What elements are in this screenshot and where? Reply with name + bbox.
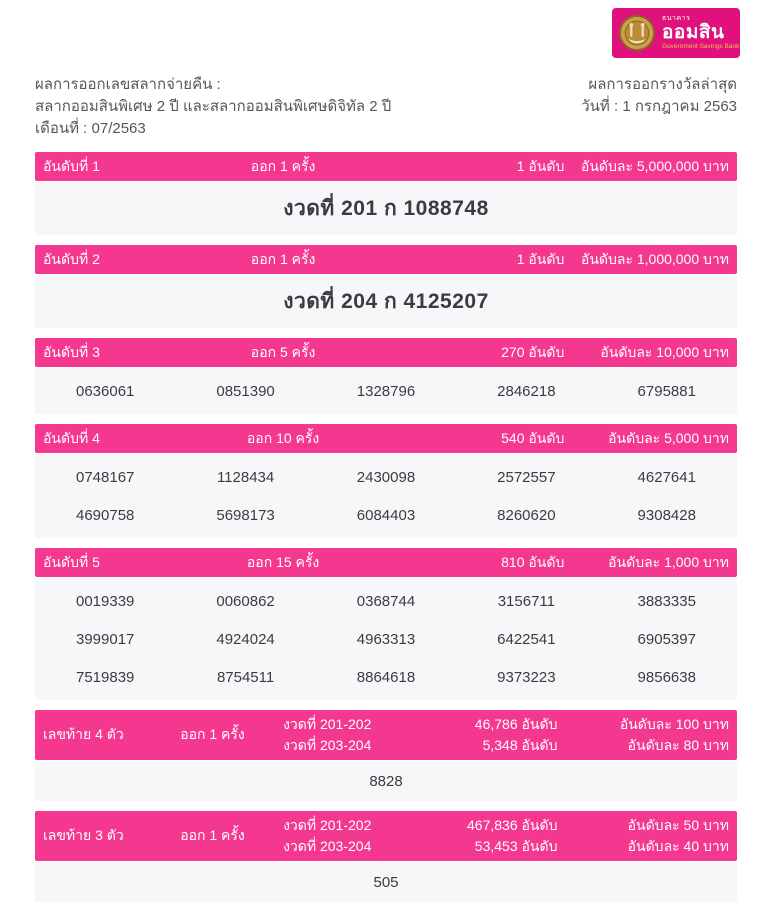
winning-number: 8864618	[356, 668, 416, 686]
prize-section	[35, 811, 737, 902]
prize-amount-label: อันดับละ 5,000,000 บาท	[580, 157, 729, 174]
winning-number: 4690758	[75, 506, 135, 524]
results-header	[35, 74, 737, 140]
winning-numbers-row	[35, 372, 737, 410]
logo-bank-word: ธนาคาร	[662, 15, 691, 23]
tail-count-line: 46,786 อันดับ	[474, 716, 558, 732]
winning-numbers-row	[35, 458, 737, 496]
winning-number: 4627641	[637, 468, 696, 486]
logo-bank-name-en: Government Savings Bank	[662, 43, 740, 51]
count-label: 1 อันดับ	[516, 157, 565, 174]
winning-number: 2846218	[497, 382, 556, 400]
grand-winning-number: งวดที่ 201 ก 1088748	[35, 182, 737, 235]
draws-label: ออก 10 ครั้ง	[246, 429, 320, 446]
section-header-bar	[35, 245, 737, 274]
tail-period-line: งวดที่ 201-202	[283, 817, 372, 833]
logo-bank-name: ออมสิน	[662, 22, 725, 44]
winning-number: 0748167	[75, 468, 135, 486]
rank-label: อันดับที่ 5	[43, 553, 100, 570]
section-header-bar	[35, 710, 737, 760]
winning-number: 8260620	[497, 506, 556, 524]
draws-label: ออก 5 ครั้ง	[250, 343, 316, 360]
draws-label: ออก 15 ครั้ง	[246, 553, 320, 570]
header-title: ผลการออกเลขสลากจ่ายคืน :	[35, 76, 221, 93]
gsb-emblem-icon	[618, 14, 656, 52]
prize-amount-label: อันดับละ 10,000 บาท	[600, 343, 729, 360]
winning-number: 9373223	[497, 668, 556, 686]
section-header-bar	[35, 152, 737, 181]
tail-draws-label: ออก 1 ครั้ง	[180, 827, 245, 843]
winning-number: 3999017	[75, 630, 135, 648]
draws-label: ออก 1 ครั้ง	[250, 157, 316, 174]
winning-numbers-grid	[35, 454, 737, 538]
winning-numbers-row	[35, 496, 737, 534]
prize-section	[35, 710, 737, 801]
prize-amount-label: อันดับละ 1,000 บาท	[608, 553, 729, 570]
count-label: 540 อันดับ	[501, 429, 565, 446]
gsb-bank-logo[interactable]	[612, 8, 740, 58]
count-label: 270 อันดับ	[501, 343, 565, 360]
count-label: 1 อันดับ	[516, 250, 565, 267]
winning-numbers-row	[35, 582, 737, 620]
winning-number: 6422541	[497, 630, 556, 648]
winning-number: 5698173	[216, 506, 275, 524]
rank-label: อันดับที่ 2	[43, 250, 100, 267]
tail-period-line: งวดที่ 203-204	[283, 737, 372, 753]
winning-number: 3156711	[497, 592, 556, 610]
winning-number: 1328796	[356, 382, 416, 400]
tail-period-line: งวดที่ 203-204	[283, 838, 372, 854]
tail-prize-line: อันดับละ 80 บาท	[627, 737, 729, 753]
tail-period-line: งวดที่ 201-202	[283, 716, 372, 732]
sections	[35, 152, 737, 902]
header-month: เดือนที่ : 07/2563	[35, 120, 146, 137]
winning-number: 9308428	[637, 506, 696, 524]
tail-count-column	[455, 815, 558, 857]
tail-count-line: 53,453 อันดับ	[474, 838, 558, 854]
tail-draws-label: ออก 1 ครั้ง	[180, 726, 245, 742]
tail-prize-column	[557, 714, 729, 756]
tail-count-line: 5,348 อันดับ	[482, 737, 558, 753]
winning-number: 6795881	[637, 382, 696, 400]
rank-label: อันดับที่ 1	[43, 157, 100, 174]
tail-prize-column	[557, 815, 729, 857]
logo-area	[0, 0, 768, 58]
winning-number: 0060862	[216, 592, 275, 610]
winning-number: 9856638	[637, 668, 696, 686]
tail-rank-label: เลขท้าย 3 ตัว	[43, 827, 124, 843]
winning-numbers-grid	[35, 368, 737, 414]
section-header-bar	[35, 811, 737, 861]
prize-section	[35, 424, 737, 538]
winning-numbers-row	[35, 620, 737, 658]
winning-numbers-grid	[35, 578, 737, 700]
rank-label: อันดับที่ 4	[43, 429, 100, 446]
winning-number: 2430098	[356, 468, 416, 486]
winning-number: 6084403	[356, 506, 416, 524]
rank-label: อันดับที่ 3	[43, 343, 100, 360]
prize-amount-label: อันดับละ 5,000 บาท	[608, 429, 729, 446]
tail-prize-line: อันดับละ 100 บาท	[619, 716, 729, 732]
tail-count-line: 467,836 อันดับ	[467, 817, 558, 833]
tail-winning-number: 505	[35, 862, 737, 902]
winning-number: 0368744	[356, 592, 416, 610]
winning-number: 3883335	[637, 592, 696, 610]
winning-number: 0851390	[216, 382, 275, 400]
tail-winning-number: 8828	[35, 761, 737, 801]
header-right-block	[581, 74, 737, 140]
winning-number: 0636061	[75, 382, 135, 400]
winning-number: 4963313	[356, 630, 416, 648]
tail-rank-label: เลขท้าย 4 ตัว	[43, 726, 124, 742]
logo-text	[662, 15, 739, 51]
section-header-bar	[35, 548, 737, 577]
prize-section	[35, 245, 737, 328]
tail-period-column	[283, 815, 455, 857]
tail-prize-line: อันดับละ 50 บาท	[627, 817, 729, 833]
header-draw-date: วันที่ : 1 กรกฎาคม 2563	[581, 98, 737, 115]
winning-number: 1128434	[216, 468, 275, 486]
prize-section	[35, 338, 737, 414]
winning-number: 4924024	[216, 630, 275, 648]
tail-prize-line: อันดับละ 40 บาท	[627, 838, 729, 854]
count-label: 810 อันดับ	[501, 553, 565, 570]
winning-number: 8754511	[216, 668, 275, 686]
winning-number: 7519839	[75, 668, 135, 686]
section-header-bar	[35, 338, 737, 367]
prize-amount-label: อันดับละ 1,000,000 บาท	[580, 250, 729, 267]
tail-period-column	[283, 714, 455, 756]
winning-number: 6905397	[637, 630, 696, 648]
header-lottery-type: สลากออมสินพิเศษ 2 ปี และสลากออมสินพิเศษดิจิทัล 2 ปี	[35, 98, 392, 115]
winning-number: 2572557	[497, 468, 556, 486]
section-header-bar	[35, 424, 737, 453]
winning-numbers-row	[35, 658, 737, 696]
tail-count-column	[455, 714, 558, 756]
header-latest-label: ผลการออกรางวัลล่าสุด	[588, 76, 737, 93]
winning-number: 0019339	[75, 592, 135, 610]
grand-winning-number: งวดที่ 204 ก 4125207	[35, 275, 737, 328]
draws-label: ออก 1 ครั้ง	[250, 250, 316, 267]
prize-section	[35, 152, 737, 235]
header-left-block	[35, 74, 391, 140]
prize-section	[35, 548, 737, 700]
